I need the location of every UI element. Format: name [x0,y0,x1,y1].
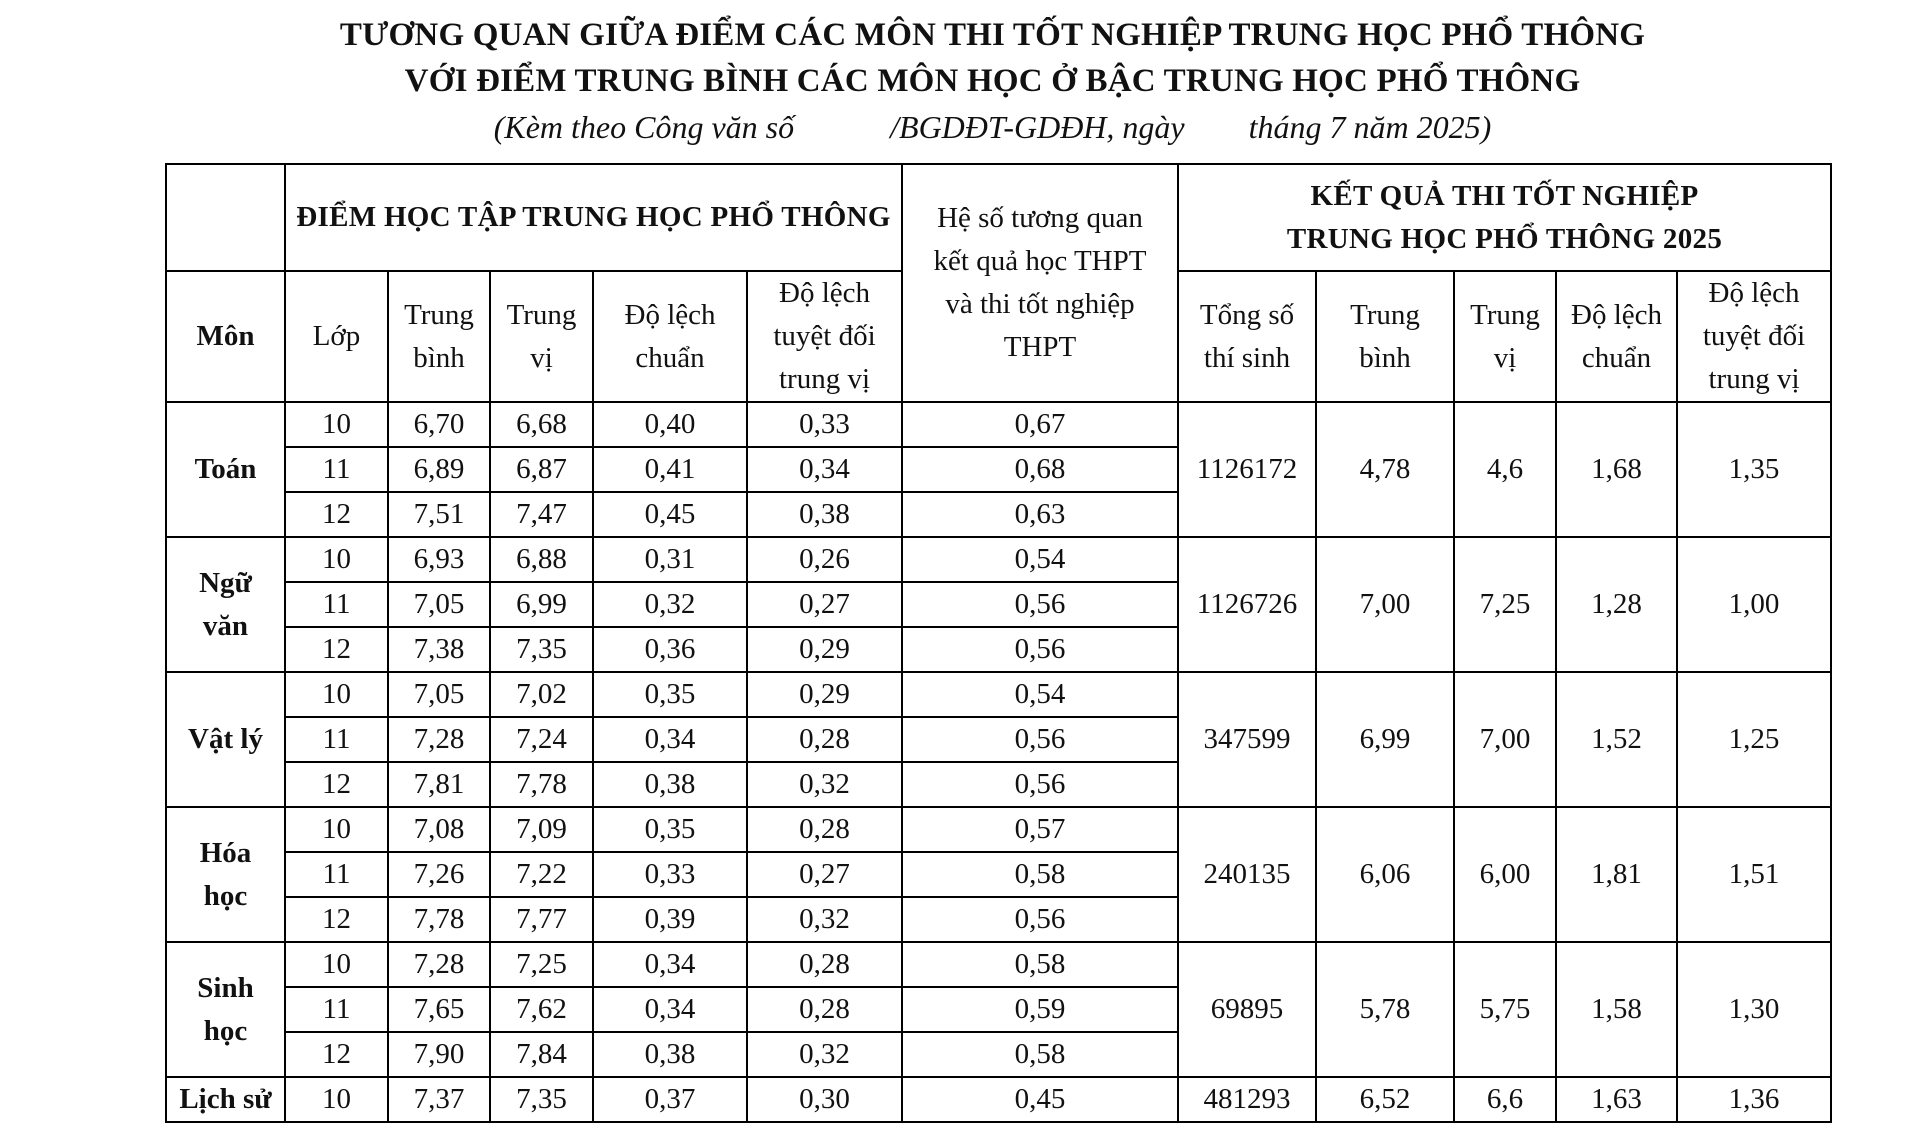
result-tb: 4,78 [1316,402,1454,537]
cell-tb: 7,05 [388,582,490,627]
result-dltd: 1,25 [1677,672,1831,807]
cell-lop: 10 [285,942,388,987]
cell-tb: 7,38 [388,627,490,672]
cell-hs: 0,57 [902,807,1178,852]
result-tb: 6,99 [1316,672,1454,807]
cell-dlc: 0,40 [593,402,747,447]
header-kq-do-lech-chuan: Độ lệch chuẩn [1556,271,1677,402]
cell-lop: 10 [285,807,388,852]
cell-dlc: 0,35 [593,672,747,717]
header-tong-so: Tổng số thí sinh [1178,271,1316,402]
table-row [166,672,1831,717]
cell-hs: 0,58 [902,1032,1178,1077]
subject-name: Lịch sử [166,1077,285,1122]
subject-name: Ngữ văn [166,537,285,672]
result-dlc: 1,58 [1556,942,1677,1077]
cell-dltd: 0,33 [747,402,902,447]
cell-tv: 7,25 [490,942,593,987]
cell-hs: 0,68 [902,447,1178,492]
result-tv: 7,25 [1454,537,1556,672]
cell-tb: 7,51 [388,492,490,537]
cell-hs: 0,67 [902,402,1178,447]
result-dltd: 1,00 [1677,537,1831,672]
header-kq-trung-vi: Trung vị [1454,271,1556,402]
header-trung-vi: Trung vị [490,271,593,402]
cell-dltd: 0,28 [747,717,902,762]
result-tv: 4,6 [1454,402,1556,537]
title-line-1: TƯƠNG QUAN GIỮA ĐIỂM CÁC MÔN THI TỐT NGHIỆP TRUNG HỌC PHỔ THÔNG [339,17,1646,53]
cell-hs: 0,56 [902,717,1178,762]
cell-tv: 7,02 [490,672,593,717]
header-do-lech-chuan: Độ lệch chuẩn [593,271,747,402]
subject-name: Vật lý [166,672,285,807]
result-tong_so: 69895 [1178,942,1316,1077]
cell-tv: 7,22 [490,852,593,897]
corner-cell [166,164,285,271]
result-dlc: 1,28 [1556,537,1677,672]
table-row [166,807,1831,852]
cell-dltd: 0,34 [747,447,902,492]
result-dltd: 1,35 [1677,402,1831,537]
cell-tb: 7,37 [388,1077,490,1122]
header-lop: Lớp [285,271,388,402]
cell-dlc: 0,35 [593,807,747,852]
cell-dlc: 0,36 [593,627,747,672]
table-row [166,402,1831,447]
cell-lop: 11 [285,447,388,492]
cell-lop: 10 [285,1077,388,1122]
cell-dltd: 0,27 [747,582,902,627]
table-row [166,942,1831,987]
header-ket-qua-line-1: KẾT QUẢ THI TỐT NGHIỆP [1310,179,1699,212]
cell-lop: 11 [285,987,388,1032]
cell-tb: 6,89 [388,447,490,492]
cell-tv: 7,47 [490,492,593,537]
result-tb: 5,78 [1316,942,1454,1077]
header-trung-binh: Trung bình [388,271,490,402]
cell-dlc: 0,39 [593,897,747,942]
cell-tb: 7,08 [388,807,490,852]
header-mon: Môn [166,271,285,402]
result-dlc: 1,63 [1556,1077,1677,1122]
cell-dltd: 0,30 [747,1077,902,1122]
header-ket-qua [1178,164,1831,271]
cell-lop: 10 [285,537,388,582]
cell-dlc: 0,33 [593,852,747,897]
cell-tv: 7,84 [490,1032,593,1077]
cell-hs: 0,54 [902,672,1178,717]
result-tv: 6,00 [1454,807,1556,942]
correlation-table [165,163,1832,1123]
cell-tb: 6,93 [388,537,490,582]
result-dltd: 1,51 [1677,807,1831,942]
cell-tb: 7,90 [388,1032,490,1077]
subject-name: Sinh học [166,942,285,1077]
cell-tb: 7,65 [388,987,490,1032]
cell-hs: 0,56 [902,627,1178,672]
subtitle: (Kèm theo Công văn số /BGDĐT-GDĐH, ngày tháng 7 năm 2025) [493,109,1492,145]
result-tv: 5,75 [1454,942,1556,1077]
cell-tb: 7,28 [388,717,490,762]
cell-lop: 12 [285,762,388,807]
cell-lop: 12 [285,627,388,672]
result-tb: 7,00 [1316,537,1454,672]
result-tong_so: 347599 [1178,672,1316,807]
cell-dlc: 0,38 [593,1032,747,1077]
cell-hs: 0,56 [902,762,1178,807]
result-tb: 6,06 [1316,807,1454,942]
cell-lop: 10 [285,672,388,717]
cell-lop: 10 [285,402,388,447]
cell-tv: 7,24 [490,717,593,762]
cell-tv: 7,77 [490,897,593,942]
cell-dltd: 0,27 [747,852,902,897]
cell-tb: 7,78 [388,897,490,942]
result-tong_so: 240135 [1178,807,1316,942]
cell-dlc: 0,34 [593,942,747,987]
cell-tv: 7,35 [490,627,593,672]
cell-dltd: 0,32 [747,762,902,807]
table-row [166,537,1831,582]
cell-tv: 7,78 [490,762,593,807]
cell-tb: 7,26 [388,852,490,897]
result-tb: 6,52 [1316,1077,1454,1122]
document-header [0,12,1920,150]
cell-tb: 7,05 [388,672,490,717]
cell-tv: 6,88 [490,537,593,582]
header-row-1 [166,164,1831,271]
table-row [166,1077,1831,1122]
result-tong_so: 481293 [1178,1077,1316,1122]
cell-dlc: 0,34 [593,717,747,762]
cell-dlc: 0,32 [593,582,747,627]
cell-tv: 6,87 [490,447,593,492]
cell-dlc: 0,41 [593,447,747,492]
cell-tb: 7,81 [388,762,490,807]
cell-lop: 11 [285,582,388,627]
cell-dltd: 0,28 [747,942,902,987]
cell-hs: 0,58 [902,852,1178,897]
cell-dltd: 0,29 [747,672,902,717]
cell-lop: 12 [285,897,388,942]
subject-name: Hóa học [166,807,285,942]
cell-tb: 7,28 [388,942,490,987]
cell-tv: 7,09 [490,807,593,852]
cell-lop: 12 [285,492,388,537]
result-dlc: 1,52 [1556,672,1677,807]
cell-dlc: 0,34 [593,987,747,1032]
result-dlc: 1,68 [1556,402,1677,537]
header-ket-qua-line-2: TRUNG HỌC PHỔ THÔNG 2025 [1286,222,1723,255]
cell-hs: 0,54 [902,537,1178,582]
header-kq-do-lech-tuyet-doi: Độ lệch tuyệt đối trung vị [1677,271,1831,402]
cell-dlc: 0,45 [593,492,747,537]
result-dlc: 1,81 [1556,807,1677,942]
cell-hs: 0,63 [902,492,1178,537]
cell-dltd: 0,28 [747,987,902,1032]
header-do-lech-tuyet-doi: Độ lệch tuyệt đối trung vị [747,271,902,402]
cell-dlc: 0,38 [593,762,747,807]
cell-lop: 11 [285,717,388,762]
cell-hs: 0,59 [902,987,1178,1032]
cell-tv: 7,62 [490,987,593,1032]
header-diem-hoc-tap: ĐIỂM HỌC TẬP TRUNG HỌC PHỔ THÔNG [285,164,902,271]
result-tv: 7,00 [1454,672,1556,807]
result-tv: 6,6 [1454,1077,1556,1122]
cell-hs: 0,56 [902,582,1178,627]
cell-dlc: 0,31 [593,537,747,582]
cell-tv: 6,99 [490,582,593,627]
cell-tb: 6,70 [388,402,490,447]
result-dltd: 1,36 [1677,1077,1831,1122]
cell-tv: 6,68 [490,402,593,447]
cell-lop: 11 [285,852,388,897]
cell-dltd: 0,32 [747,1032,902,1077]
result-tong_so: 1126172 [1178,402,1316,537]
result-dltd: 1,30 [1677,942,1831,1077]
cell-dltd: 0,29 [747,627,902,672]
cell-dltd: 0,38 [747,492,902,537]
cell-hs: 0,58 [902,942,1178,987]
result-tong_so: 1126726 [1178,537,1316,672]
title-line-2: VỚI ĐIỂM TRUNG BÌNH CÁC MÔN HỌC Ở BẬC TRUNG HỌC PHỔ THÔNG [404,63,1581,99]
cell-dltd: 0,32 [747,897,902,942]
cell-hs: 0,45 [902,1077,1178,1122]
cell-hs: 0,56 [902,897,1178,942]
cell-dltd: 0,28 [747,807,902,852]
cell-dltd: 0,26 [747,537,902,582]
header-kq-trung-binh: Trung bình [1316,271,1454,402]
subject-name: Toán [166,402,285,537]
cell-lop: 12 [285,1032,388,1077]
cell-dlc: 0,37 [593,1077,747,1122]
header-he-so: Hệ số tương quan kết quả học THPT và thi tốt nghiệp THPT [902,164,1178,402]
cell-tv: 7,35 [490,1077,593,1122]
